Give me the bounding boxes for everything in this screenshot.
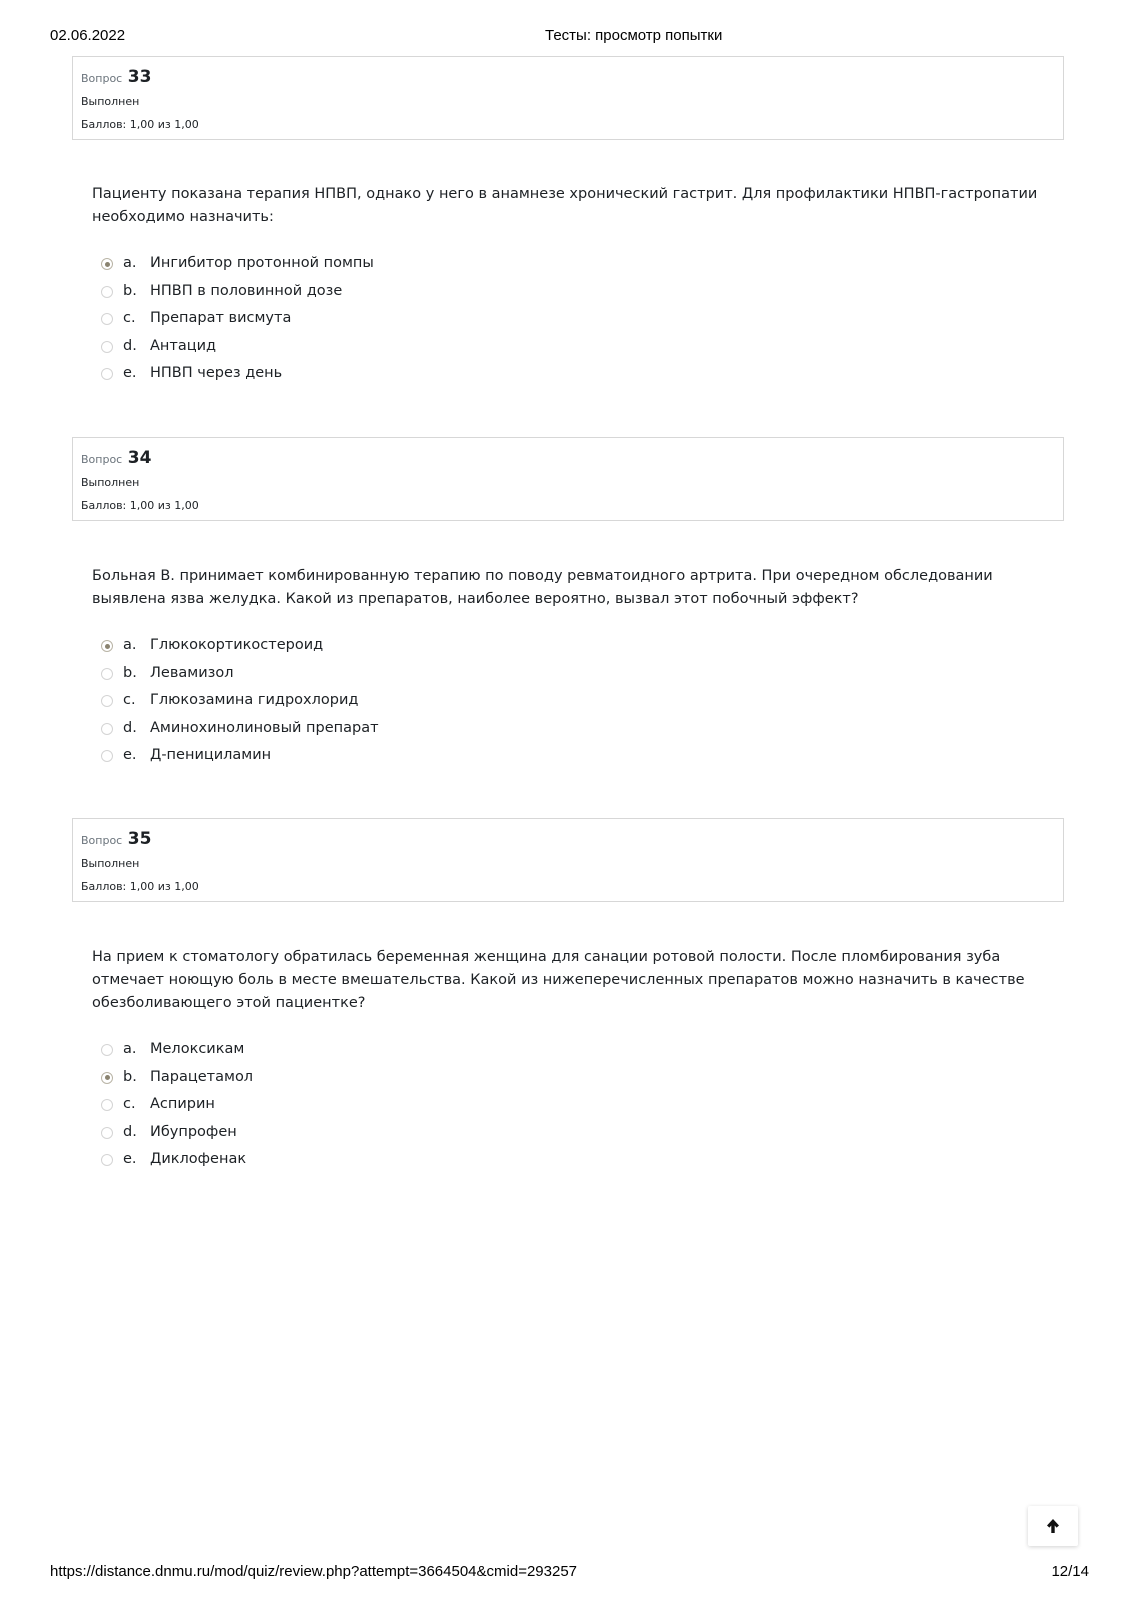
- question-state: Выполнен: [81, 857, 140, 870]
- answer-option[interactable]: [100, 665, 700, 693]
- radio-button[interactable]: [101, 1099, 113, 1111]
- back-to-top-button[interactable]: [1028, 1506, 1078, 1546]
- answer-letter: a.: [123, 1041, 137, 1057]
- question-grade: Баллов: 1,00 из 1,00: [81, 499, 199, 512]
- answer-letter: c.: [123, 310, 136, 326]
- answer-list-33: [100, 255, 700, 393]
- answer-label: Диклофенак: [150, 1151, 247, 1167]
- answer-letter: b.: [123, 1068, 137, 1085]
- print-url: https://distance.dnmu.ru/mod/quiz/review.php?attempt=3664504&cmid=293257: [50, 1563, 578, 1580]
- answer-option[interactable]: [100, 692, 700, 720]
- question-number-label: Вопрос: [81, 834, 123, 847]
- answer-option[interactable]: [100, 747, 700, 775]
- radio-button[interactable]: [101, 258, 113, 270]
- radio-button[interactable]: [101, 368, 113, 380]
- answer-option[interactable]: [100, 637, 700, 665]
- question-number-value: 33: [127, 67, 152, 87]
- answer-option[interactable]: [100, 1151, 700, 1179]
- answer-label: Мелоксикам: [150, 1041, 245, 1057]
- question-number-value: 35: [127, 829, 152, 849]
- answer-label: Д-пенициламин: [150, 747, 272, 763]
- answer-label: НПВП в половинной дозе: [150, 282, 343, 299]
- radio-button[interactable]: [101, 313, 113, 325]
- answer-label: Ингибитор протонной помпы: [150, 255, 374, 271]
- answer-letter: e.: [123, 365, 137, 381]
- print-title: Тесты: просмотр попытки: [545, 27, 723, 44]
- print-date: 02.06.2022: [50, 27, 126, 44]
- answer-letter: a.: [123, 637, 137, 653]
- answer-letter: a.: [123, 255, 137, 271]
- answer-letter: b.: [123, 664, 137, 681]
- answer-letter: d.: [123, 1123, 137, 1140]
- answer-label: НПВП через день: [150, 365, 283, 381]
- question-info-34: [72, 437, 1064, 521]
- radio-button[interactable]: [101, 286, 113, 298]
- print-footer: [0, 1563, 1131, 1583]
- question-number-label: Вопрос: [81, 453, 123, 466]
- answer-option[interactable]: [100, 1069, 700, 1097]
- question-state: Выполнен: [81, 95, 140, 108]
- answer-label: Глюкокортикостероид: [150, 637, 324, 653]
- question-grade: Баллов: 1,00 из 1,00: [81, 880, 199, 893]
- print-header: [0, 27, 1131, 47]
- radio-button[interactable]: [101, 668, 113, 680]
- question-grade: Баллов: 1,00 из 1,00: [81, 118, 199, 131]
- answer-letter: d.: [123, 337, 137, 354]
- answer-letter: c.: [123, 1096, 136, 1112]
- answer-letter: d.: [123, 719, 137, 736]
- answer-option[interactable]: [100, 310, 700, 338]
- question-number: [81, 827, 1055, 851]
- arrow-up-icon: [1046, 1518, 1060, 1534]
- answer-label: Парацетамол: [150, 1068, 254, 1085]
- radio-button[interactable]: [101, 695, 113, 707]
- answer-label: Глюкозамина гидрохлорид: [150, 692, 359, 708]
- radio-button[interactable]: [101, 1072, 113, 1084]
- answer-option[interactable]: [100, 283, 700, 311]
- answer-letter: e.: [123, 747, 137, 763]
- answer-list-34: [100, 637, 700, 775]
- question-info-33: [72, 56, 1064, 140]
- question-number-label: Вопрос: [81, 72, 123, 85]
- answer-label: Антацид: [150, 337, 217, 354]
- answer-option[interactable]: [100, 255, 700, 283]
- question-text-33: Пациенту показана терапия НПВП, однако у него в анамнезе хронический гастрит. Для профилактики НПВП-гастропатии необходимо назначить:: [92, 186, 1038, 225]
- question-text-34: Больная В. принимает комбинированную терапию по поводу ревматоидного артрита. При очередном обследовании выявлена язва желудка. Какой из препаратов, наиболее вероятно, вызвал этот побочный эффект?: [92, 568, 993, 607]
- answer-letter: c.: [123, 692, 136, 708]
- answer-option[interactable]: [100, 720, 700, 748]
- answer-list-35: [100, 1041, 700, 1179]
- radio-button[interactable]: [101, 640, 113, 652]
- answer-label: Аминохинолиновый препарат: [150, 719, 379, 736]
- radio-button[interactable]: [101, 1044, 113, 1056]
- radio-button[interactable]: [101, 750, 113, 762]
- answer-option[interactable]: [100, 338, 700, 366]
- answer-label: Ибупрофен: [150, 1123, 237, 1140]
- answer-label: Препарат висмута: [150, 310, 292, 326]
- question-info-35: [72, 818, 1064, 902]
- question-number: [81, 65, 1055, 89]
- print-page-number: 12/14: [1051, 1563, 1089, 1580]
- question-number: [81, 446, 1055, 470]
- answer-option[interactable]: [100, 1041, 700, 1069]
- radio-button[interactable]: [101, 341, 113, 353]
- question-number-value: 34: [127, 448, 152, 468]
- answer-label: Левамизол: [150, 664, 234, 681]
- answer-letter: e.: [123, 1151, 137, 1167]
- radio-button[interactable]: [101, 1154, 113, 1166]
- answer-option[interactable]: [100, 1096, 700, 1124]
- radio-button[interactable]: [101, 1127, 113, 1139]
- question-state: Выполнен: [81, 476, 140, 489]
- radio-button[interactable]: [101, 723, 113, 735]
- answer-option[interactable]: [100, 365, 700, 393]
- answer-letter: b.: [123, 282, 137, 299]
- answer-option[interactable]: [100, 1124, 700, 1152]
- question-text-35: На прием к стоматологу обратилась беременная женщина для санации ротовой полости. После пломбирования зуба отмечает ноющую боль в месте вмешательства. Какой из нижеперечисленных препаратов можно назначить в качестве обезболивающего этой пациентке?: [92, 949, 1025, 1011]
- answer-label: Аспирин: [150, 1096, 215, 1112]
